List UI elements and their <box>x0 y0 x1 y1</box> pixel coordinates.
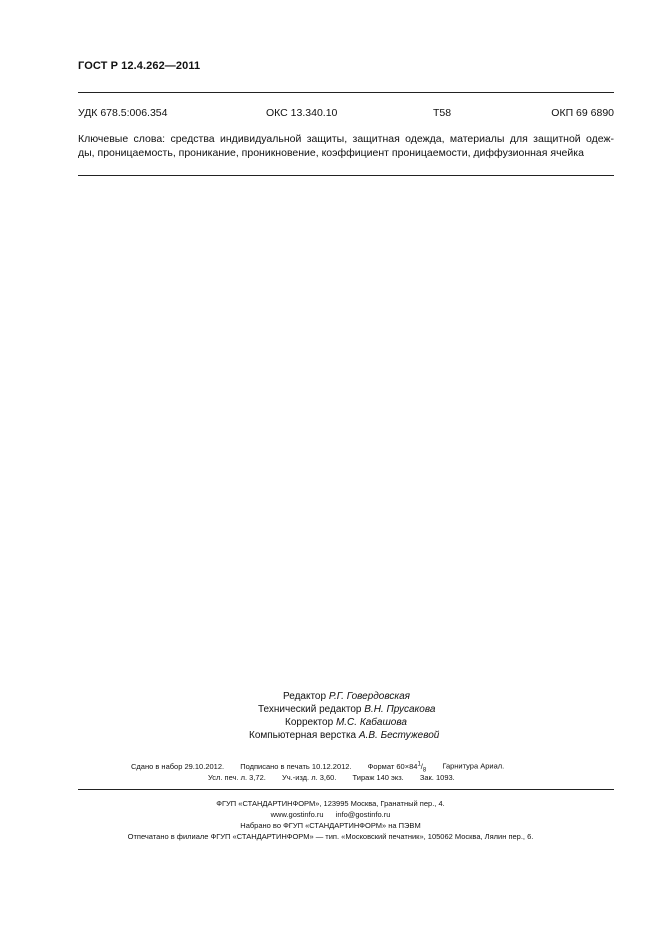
tech-editor-role: Технический редактор <box>258 704 362 715</box>
standard-code: ГОСТ Р 12.4.262—2011 <box>78 60 201 72</box>
editor-role: Редактор <box>283 691 327 702</box>
corrector-name: М.С. Кабашова <box>335 717 407 728</box>
publication-sheets: Уч.-изд. л. 3,60. <box>281 773 337 782</box>
typeset-note: Набрано во ФГУП «СТАНДАРТИНФОРМ» на ПЭВМ <box>240 821 421 830</box>
keywords-line-1: Ключевые слова: средства индивидуальной защиты, защитная одежда, материалы для защитной одеж- <box>78 133 614 145</box>
okp-code: ОКП 69 6890 <box>551 107 614 119</box>
publisher-address: ФГУП «СТАНДАРТИНФОРМ», 123995 Москва, Гранатный пер., 4. <box>216 799 445 808</box>
tech-editor-credit <box>258 703 435 716</box>
layout-role: Компьютерная верстка <box>249 730 357 741</box>
layout-name: А.В. Бестужевой <box>358 730 440 741</box>
corrector-credit <box>285 716 407 729</box>
footer-divider <box>78 789 614 790</box>
group-code: Т58 <box>433 107 452 119</box>
order-number: Зак. 1093. <box>419 773 455 782</box>
circulation: Тираж 140 экз. <box>352 773 404 782</box>
keywords-line-2: ды, проницаемость, проникание, проникновение, коэффициент проницаемости, диффузионная ячейка <box>78 147 584 159</box>
keywords-block <box>78 132 614 160</box>
layout-credit <box>249 729 439 742</box>
tech-editor-name: В.Н. Прусакова <box>364 704 436 715</box>
editor-credit <box>283 690 410 703</box>
publisher-contacts <box>0 809 661 820</box>
print-sheets: Усл. печ. л. 3,72. <box>208 773 266 782</box>
paper-format-numerator: 1 <box>417 761 421 767</box>
corrector-role: Корректор <box>285 717 334 728</box>
publisher-email[interactable]: info@gostinfo.ru <box>335 810 391 819</box>
publisher-website[interactable]: www.gostinfo.ru <box>270 810 324 819</box>
paper-format: Формат $60\times 84^1/_8$ <box>367 761 427 773</box>
udk-code: УДК 678.5:006.354 <box>78 107 168 119</box>
classification-row <box>78 107 614 121</box>
oks-code: ОКС 13.340.10 <box>266 107 338 119</box>
printed-note: Отпечатано в филиале ФГУП «СТАНДАРТИНФОРМ» — тип. «Московский печатник», 105062 Москва, Лялин пер., 6. <box>127 832 534 841</box>
editor-name: Р.Г. Говердовская <box>328 691 410 702</box>
publisher-block <box>0 798 661 842</box>
keywords-divider <box>78 175 614 176</box>
typeface: Гарнитура Ариал. <box>442 761 505 771</box>
signed-date: Подписано в печать 10.12.2012. <box>240 761 352 771</box>
paper-format-prefix: Формат 60×84 <box>367 761 418 771</box>
print-info-line-2 <box>208 771 455 785</box>
paper-format-denominator: 8 <box>422 767 427 773</box>
submitted-date: Сдано в набор 29.10.2012. <box>131 761 225 771</box>
top-divider <box>78 92 614 93</box>
